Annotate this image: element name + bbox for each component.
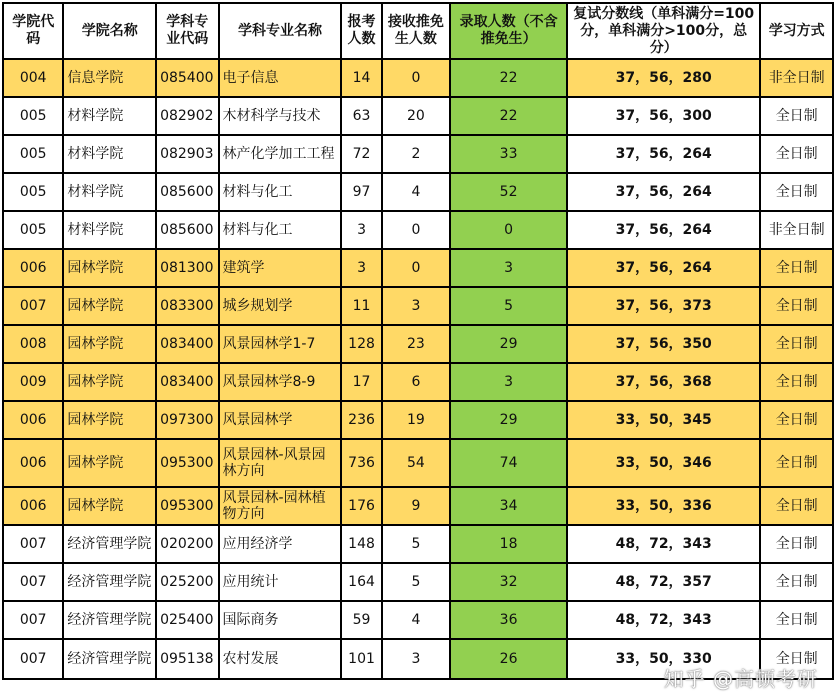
cell-major-name: 风景园林-风景园林方向 <box>219 439 342 487</box>
cell-study-mode: 全日制 <box>760 173 833 211</box>
cell-applicants: 14 <box>341 59 381 97</box>
header-college-name: 学院名称 <box>63 3 156 59</box>
cell-college-code: 007 <box>3 525 63 563</box>
cell-major-name: 应用统计 <box>219 563 342 601</box>
table-row <box>3 401 833 439</box>
cell-major-name: 建筑学 <box>219 249 342 287</box>
cell-major-name: 城乡规划学 <box>219 287 342 325</box>
cell-college-name: 材料学院 <box>63 211 156 249</box>
cell-recommended: 19 <box>382 401 450 439</box>
cell-cutoff: 37，56，373 <box>567 287 760 325</box>
cell-study-mode: 全日制 <box>760 487 833 525</box>
cell-college-name: 园林学院 <box>63 439 156 487</box>
cell-college-code: 006 <box>3 439 63 487</box>
cell-college-name: 经济管理学院 <box>63 639 156 679</box>
cell-study-mode: 全日制 <box>760 525 833 563</box>
cell-recommended: 4 <box>382 173 450 211</box>
cell-cutoff: 37，56，264 <box>567 135 760 173</box>
cell-study-mode: 全日制 <box>760 563 833 601</box>
cell-major-code: 025400 <box>156 601 218 639</box>
header-recommended: 接收推免生人数 <box>382 3 450 59</box>
table-row <box>3 325 833 363</box>
header-major-name: 学科专业名称 <box>219 3 342 59</box>
cell-applicants: 97 <box>341 173 381 211</box>
cell-applicants: 11 <box>341 287 381 325</box>
cell-college-name: 园林学院 <box>63 363 156 401</box>
cell-enrolled: 3 <box>450 249 567 287</box>
cell-enrolled: 52 <box>450 173 567 211</box>
cell-study-mode: 全日制 <box>760 601 833 639</box>
cell-college-code: 007 <box>3 601 63 639</box>
table-row <box>3 487 833 525</box>
cell-college-name: 材料学院 <box>63 135 156 173</box>
cell-major-code: 095138 <box>156 639 218 679</box>
cell-college-code: 005 <box>3 135 63 173</box>
table-row <box>3 563 833 601</box>
cell-major-name: 风景园林学1-7 <box>219 325 342 363</box>
cell-applicants: 736 <box>341 439 381 487</box>
cell-major-code: 085400 <box>156 59 218 97</box>
cell-cutoff: 37，56，264 <box>567 249 760 287</box>
table-row <box>3 525 833 563</box>
cell-enrolled: 74 <box>450 439 567 487</box>
cell-enrolled: 22 <box>450 97 567 135</box>
cell-major-code: 025200 <box>156 563 218 601</box>
cell-college-code: 009 <box>3 363 63 401</box>
header-major-code: 学科专业代码 <box>156 3 218 59</box>
cell-enrolled: 3 <box>450 363 567 401</box>
cell-enrolled: 36 <box>450 601 567 639</box>
cell-enrolled: 29 <box>450 325 567 363</box>
cell-enrolled: 22 <box>450 59 567 97</box>
cell-applicants: 59 <box>341 601 381 639</box>
cell-major-name: 木材科学与技术 <box>219 97 342 135</box>
cell-recommended: 54 <box>382 439 450 487</box>
admission-table <box>2 2 834 680</box>
cell-enrolled: 34 <box>450 487 567 525</box>
cell-recommended: 5 <box>382 563 450 601</box>
cell-major-name: 农村发展 <box>219 639 342 679</box>
cell-applicants: 63 <box>341 97 381 135</box>
cell-college-name: 园林学院 <box>63 487 156 525</box>
table-row <box>3 97 833 135</box>
cell-major-name: 国际商务 <box>219 601 342 639</box>
cell-applicants: 72 <box>341 135 381 173</box>
table-row <box>3 287 833 325</box>
cell-major-name: 风景园林学 <box>219 401 342 439</box>
table-row <box>3 439 833 487</box>
cell-cutoff: 37，56，300 <box>567 97 760 135</box>
cell-recommended: 3 <box>382 639 450 679</box>
cell-college-code: 006 <box>3 487 63 525</box>
cell-college-name: 园林学院 <box>63 249 156 287</box>
header-enrolled: 录取人数（不含推免生） <box>450 3 567 59</box>
cell-enrolled: 29 <box>450 401 567 439</box>
cell-cutoff: 37，56，350 <box>567 325 760 363</box>
cell-college-name: 材料学院 <box>63 97 156 135</box>
cell-study-mode: 非全日制 <box>760 59 833 97</box>
cell-recommended: 20 <box>382 97 450 135</box>
cell-enrolled: 33 <box>450 135 567 173</box>
cell-study-mode: 全日制 <box>760 249 833 287</box>
cell-enrolled: 5 <box>450 287 567 325</box>
cell-applicants: 3 <box>341 249 381 287</box>
cell-major-name: 应用经济学 <box>219 525 342 563</box>
cell-recommended: 6 <box>382 363 450 401</box>
header-row <box>3 3 833 59</box>
cell-major-code: 083400 <box>156 363 218 401</box>
cell-study-mode: 全日制 <box>760 97 833 135</box>
cell-recommended: 9 <box>382 487 450 525</box>
cell-applicants: 236 <box>341 401 381 439</box>
cell-recommended: 5 <box>382 525 450 563</box>
cell-college-code: 004 <box>3 59 63 97</box>
header-college-code: 学院代码 <box>3 3 63 59</box>
cell-college-name: 园林学院 <box>63 401 156 439</box>
cell-cutoff: 37，56，280 <box>567 59 760 97</box>
cell-enrolled: 18 <box>450 525 567 563</box>
cell-college-code: 008 <box>3 325 63 363</box>
cell-recommended: 2 <box>382 135 450 173</box>
cell-cutoff: 33，50，336 <box>567 487 760 525</box>
watermark: 知乎 @高顿考研 <box>663 667 818 691</box>
cell-recommended: 0 <box>382 211 450 249</box>
cell-recommended: 0 <box>382 59 450 97</box>
cell-cutoff: 37，56，264 <box>567 173 760 211</box>
cell-college-code: 005 <box>3 211 63 249</box>
cell-study-mode: 全日制 <box>760 439 833 487</box>
cell-enrolled: 32 <box>450 563 567 601</box>
cell-applicants: 176 <box>341 487 381 525</box>
table-row <box>3 211 833 249</box>
cell-cutoff: 33，50，345 <box>567 401 760 439</box>
cell-cutoff: 33，50，346 <box>567 439 760 487</box>
cell-major-code: 082903 <box>156 135 218 173</box>
cell-cutoff: 33，50，330 <box>567 639 760 679</box>
cell-recommended: 0 <box>382 249 450 287</box>
cell-major-name: 风景园林-园林植物方向 <box>219 487 342 525</box>
cell-major-name: 材料与化工 <box>219 211 342 249</box>
cell-major-name: 林产化学加工工程 <box>219 135 342 173</box>
cell-major-code: 095300 <box>156 487 218 525</box>
cell-study-mode: 全日制 <box>760 135 833 173</box>
cell-major-name: 风景园林学8-9 <box>219 363 342 401</box>
cell-college-name: 园林学院 <box>63 287 156 325</box>
table-row <box>3 601 833 639</box>
cell-college-name: 经济管理学院 <box>63 563 156 601</box>
cell-college-name: 经济管理学院 <box>63 525 156 563</box>
table-row <box>3 173 833 211</box>
cell-applicants: 3 <box>341 211 381 249</box>
header-study-mode: 学习方式 <box>760 3 833 59</box>
cell-college-name: 园林学院 <box>63 325 156 363</box>
table-row <box>3 249 833 287</box>
cell-college-name: 材料学院 <box>63 173 156 211</box>
cell-major-code: 083400 <box>156 325 218 363</box>
cell-college-name: 信息学院 <box>63 59 156 97</box>
cell-study-mode: 全日制 <box>760 287 833 325</box>
cell-cutoff: 37，56，264 <box>567 211 760 249</box>
cell-college-code: 007 <box>3 563 63 601</box>
cell-study-mode: 全日制 <box>760 401 833 439</box>
table-body <box>3 59 833 679</box>
table-row <box>3 135 833 173</box>
header-applicants: 报考人数 <box>341 3 381 59</box>
cell-recommended: 4 <box>382 601 450 639</box>
cell-major-name: 材料与化工 <box>219 173 342 211</box>
cell-major-code: 082902 <box>156 97 218 135</box>
cell-major-code: 020200 <box>156 525 218 563</box>
cell-major-code: 081300 <box>156 249 218 287</box>
cell-college-code: 005 <box>3 173 63 211</box>
cell-applicants: 128 <box>341 325 381 363</box>
cell-cutoff: 48，72，357 <box>567 563 760 601</box>
cell-enrolled: 0 <box>450 211 567 249</box>
cell-applicants: 164 <box>341 563 381 601</box>
cell-college-name: 经济管理学院 <box>63 601 156 639</box>
cell-study-mode: 全日制 <box>760 639 833 679</box>
cell-college-code: 007 <box>3 639 63 679</box>
cell-applicants: 101 <box>341 639 381 679</box>
cell-recommended: 23 <box>382 325 450 363</box>
cell-enrolled: 26 <box>450 639 567 679</box>
cell-college-code: 006 <box>3 249 63 287</box>
cell-college-code: 007 <box>3 287 63 325</box>
cell-cutoff: 37，56，368 <box>567 363 760 401</box>
cell-recommended: 3 <box>382 287 450 325</box>
cell-major-code: 085600 <box>156 173 218 211</box>
cell-major-code: 085600 <box>156 211 218 249</box>
cell-cutoff: 48，72，343 <box>567 525 760 563</box>
cell-study-mode: 全日制 <box>760 325 833 363</box>
cell-major-code: 097300 <box>156 401 218 439</box>
header-cutoff: 复试分数线（单科满分=100分，单科满分>100分，总分） <box>567 3 760 59</box>
cell-study-mode: 非全日制 <box>760 211 833 249</box>
table-row <box>3 363 833 401</box>
cell-study-mode: 全日制 <box>760 363 833 401</box>
cell-applicants: 148 <box>341 525 381 563</box>
cell-major-name: 电子信息 <box>219 59 342 97</box>
cell-college-code: 005 <box>3 97 63 135</box>
cell-major-code: 095300 <box>156 439 218 487</box>
cell-cutoff: 48，72，343 <box>567 601 760 639</box>
cell-applicants: 17 <box>341 363 381 401</box>
table-row <box>3 59 833 97</box>
cell-major-code: 083300 <box>156 287 218 325</box>
cell-college-code: 006 <box>3 401 63 439</box>
